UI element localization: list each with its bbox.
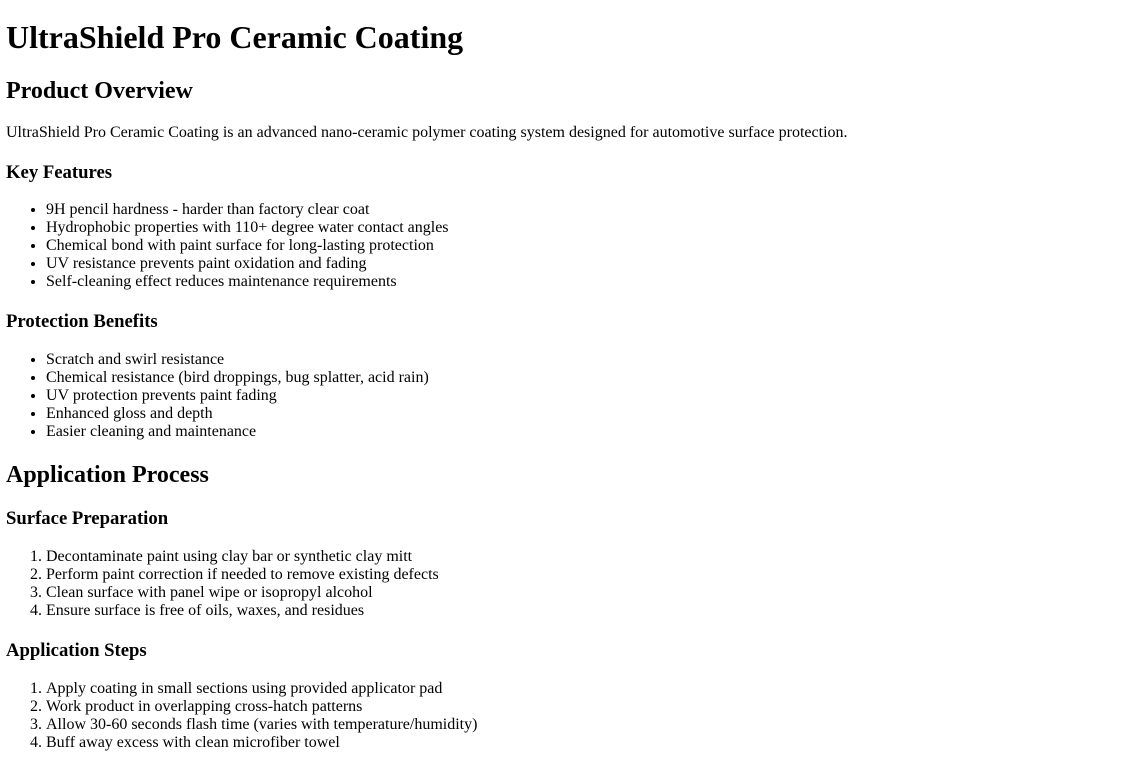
application-heading: Application Process: [6, 462, 209, 488]
list-item: • Chemical bond with paint surface for long-lasting protection: [46, 237, 449, 255]
list-item: 4. Buff away excess with clean microfiber towel: [46, 734, 477, 752]
list-item: • UV resistance prevents paint oxidation and fading: [46, 255, 449, 273]
list-item: • Hydrophobic properties with 110+ degree water contact angles: [46, 219, 449, 237]
list-item: 2. Work product in overlapping cross-hatch patterns: [46, 698, 477, 716]
list-item: • Enhanced gloss and depth: [46, 405, 429, 423]
list-item: 1. Apply coating in small sections using provided applicator pad: [46, 680, 477, 698]
list-item: • UV protection prevents paint fading: [46, 387, 429, 405]
list-item: • Easier cleaning and maintenance: [46, 423, 429, 441]
list-item: • Chemical resistance (bird droppings, bug splatter, acid rain): [46, 369, 429, 387]
preparation-heading: Surface Preparation: [6, 508, 169, 529]
steps-heading: Application Steps: [6, 640, 147, 661]
list-item: • Scratch and swirl resistance: [46, 351, 429, 369]
benefits-list: [6, 351, 429, 441]
benefits-heading: Protection Benefits: [6, 311, 158, 332]
page-title: UltraShield Pro Ceramic Coating: [6, 19, 464, 55]
features-list: [6, 201, 449, 291]
list-item: • 9H pencil hardness - harder than factory clear coat: [46, 201, 449, 219]
list-item: 1. Decontaminate paint using clay bar or synthetic clay mitt: [46, 548, 439, 566]
preparation-list: [6, 548, 439, 620]
overview-text: UltraShield Pro Ceramic Coating is an advanced nano-ceramic polymer coating system designed for automotive surface protection.: [6, 124, 848, 141]
features-heading: Key Features: [6, 162, 113, 183]
list-item: 4. Ensure surface is free of oils, waxes, and residues: [46, 602, 439, 620]
overview-heading: Product Overview: [6, 78, 193, 104]
list-item: • Self-cleaning effect reduces maintenance requirements: [46, 273, 449, 291]
list-item: 3. Allow 30-60 seconds flash time (varies with temperature/humidity): [46, 716, 477, 734]
list-item: 2. Perform paint correction if needed to remove existing defects: [46, 566, 439, 584]
steps-list: [6, 680, 477, 752]
list-item: 3. Clean surface with panel wipe or isopropyl alcohol: [46, 584, 439, 602]
